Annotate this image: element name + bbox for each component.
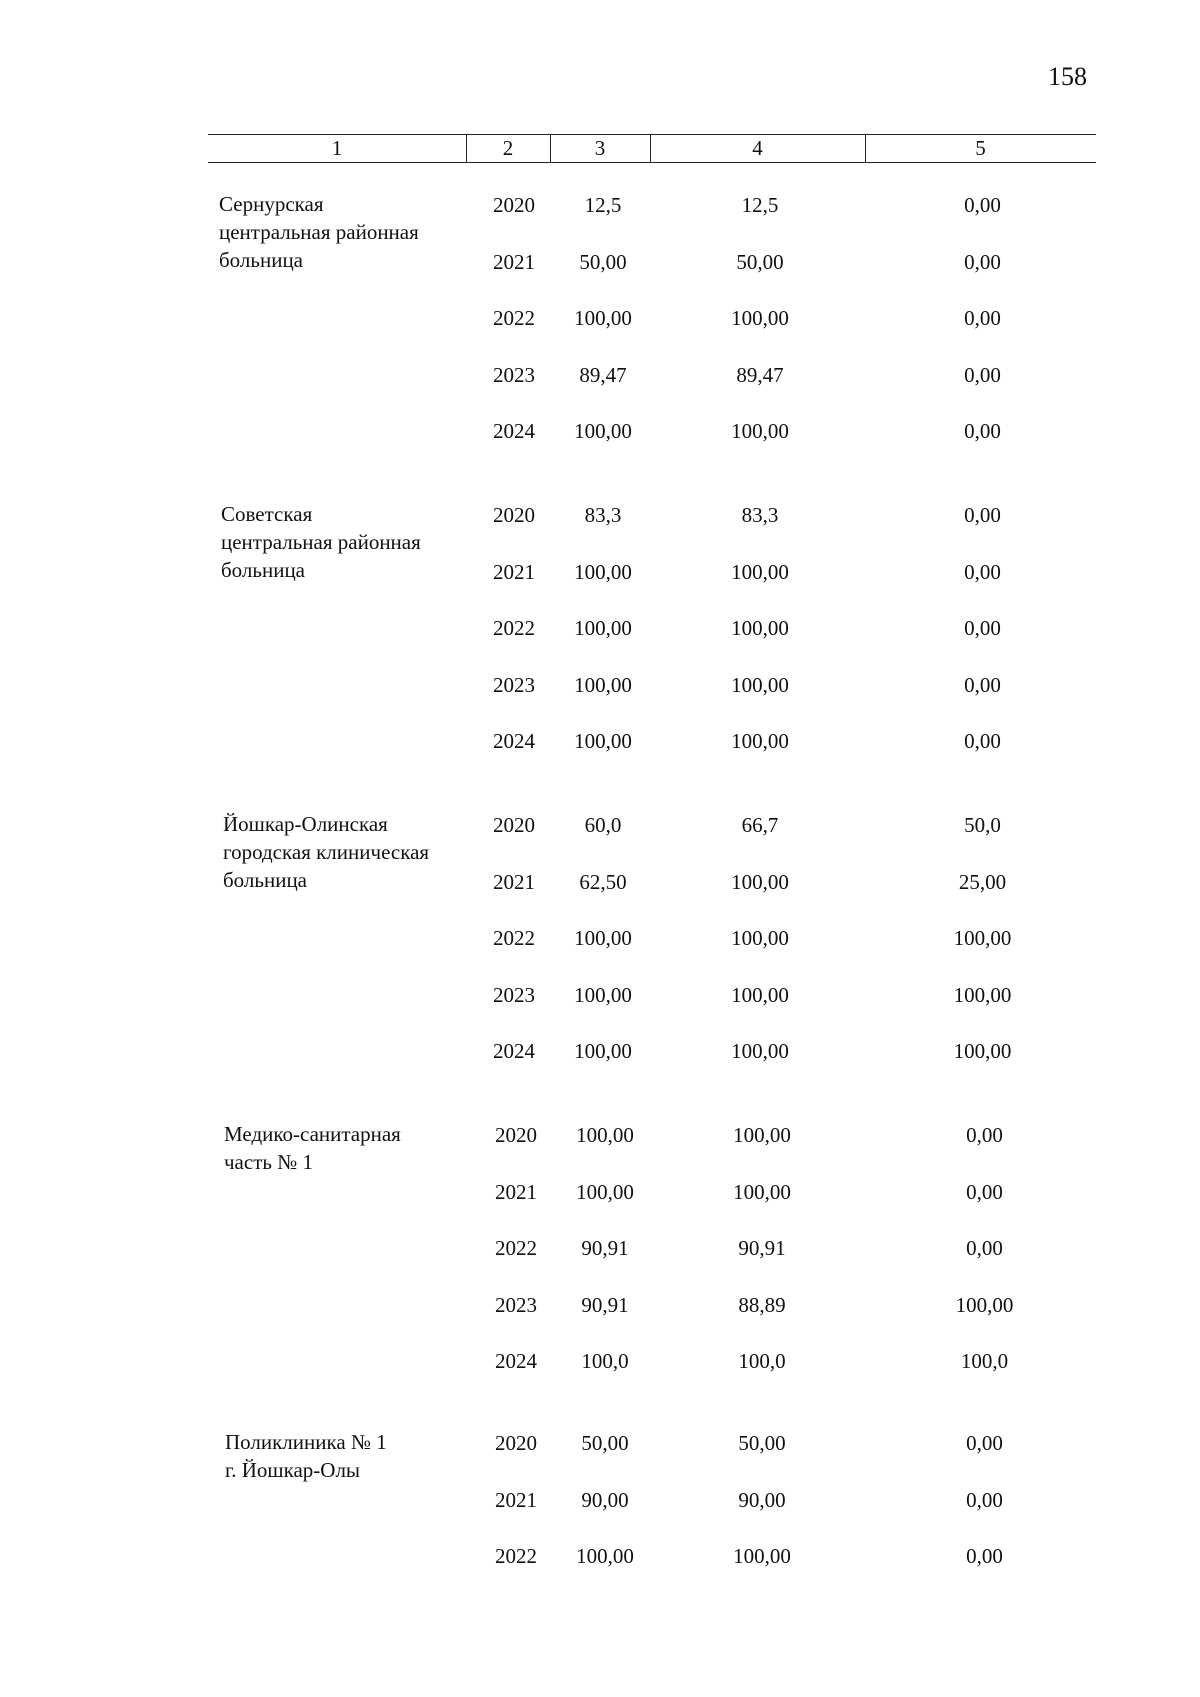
cell-col5: 0,00 bbox=[964, 559, 1001, 584]
cell-col5: 0,00 bbox=[966, 1123, 1003, 1147]
cell-col3: 90,91 bbox=[581, 1292, 629, 1317]
cell-col4: 100,00 bbox=[733, 1179, 791, 1204]
cell-col5: 0,00 bbox=[966, 1431, 1003, 1455]
cell-year: 2022 bbox=[493, 926, 535, 950]
cell-col3: 100,00 bbox=[574, 419, 632, 443]
cell-year: 2020 bbox=[495, 1431, 537, 1455]
cell-col4: 89,47 bbox=[736, 362, 784, 387]
cell-col3: 100,00 bbox=[574, 926, 632, 950]
cell-col4: 100,00 bbox=[731, 1039, 789, 1063]
cell-col5: 50,0 bbox=[964, 813, 1001, 837]
cell-col4: 90,91 bbox=[738, 1236, 786, 1260]
cell-col5: 0,00 bbox=[964, 306, 1001, 330]
cell-col5: 0,00 bbox=[966, 1179, 1003, 1204]
cell-col3: 100,0 bbox=[581, 1349, 629, 1373]
cell-col5: 0,00 bbox=[964, 616, 1001, 640]
column-header-5: 5 bbox=[975, 136, 986, 160]
table-row bbox=[0, 557, 1200, 587]
table-row bbox=[0, 500, 1200, 530]
cell-col4: 83,3 bbox=[741, 503, 779, 527]
cell-col3: 100,00 bbox=[576, 1544, 634, 1568]
cell-col5: 0,00 bbox=[964, 193, 1001, 217]
cell-col3: 100,00 bbox=[576, 1123, 634, 1147]
cell-col4: 90,00 bbox=[738, 1487, 786, 1512]
cell-col3: 50,00 bbox=[581, 1431, 629, 1455]
cell-col3: 50,00 bbox=[579, 249, 627, 274]
cell-col5: 0,00 bbox=[964, 419, 1001, 443]
table-row bbox=[0, 1485, 1200, 1515]
cell-col3: 60,0 bbox=[584, 813, 622, 837]
cell-year: 2022 bbox=[493, 616, 535, 640]
cell-col5: 0,00 bbox=[964, 672, 1001, 697]
table-row bbox=[0, 360, 1200, 390]
column-header-1: 1 bbox=[331, 136, 343, 160]
table-row bbox=[0, 303, 1200, 333]
institution-name: Сернурская центральная районная больница bbox=[219, 192, 419, 272]
table-row bbox=[0, 613, 1200, 643]
table-row bbox=[0, 726, 1200, 756]
cell-year: 2024 bbox=[493, 1039, 535, 1063]
table-row bbox=[0, 1541, 1200, 1571]
table-row bbox=[0, 1120, 1200, 1150]
cell-col4: 100,00 bbox=[733, 1123, 791, 1147]
cell-col4: 100,00 bbox=[731, 869, 789, 894]
cell-col3: 89,47 bbox=[579, 362, 627, 387]
cell-col4: 100,0 bbox=[738, 1349, 786, 1373]
cell-col5: 25,00 bbox=[958, 869, 1007, 894]
cell-year: 2020 bbox=[493, 193, 535, 217]
table-header-top-rule bbox=[208, 134, 1096, 135]
institution-name: Медико-санитарная часть № 1 bbox=[224, 1122, 401, 1174]
table-row bbox=[0, 810, 1200, 840]
cell-col3: 90,00 bbox=[581, 1487, 629, 1512]
cell-col4: 100,00 bbox=[731, 419, 789, 443]
cell-col5: 0,00 bbox=[964, 503, 1001, 527]
table-row bbox=[0, 980, 1200, 1010]
cell-col3: 100,00 bbox=[574, 672, 632, 697]
cell-col5: 0,00 bbox=[964, 729, 1001, 753]
table-row bbox=[0, 1177, 1200, 1207]
cell-col3: 100,00 bbox=[574, 982, 632, 1007]
institution-name: Советская центральная районная больница bbox=[221, 502, 421, 582]
cell-col3: 100,00 bbox=[574, 729, 632, 753]
cell-col5: 0,00 bbox=[966, 1236, 1003, 1260]
cell-col4: 88,89 bbox=[738, 1292, 786, 1317]
cell-col3: 100,00 bbox=[574, 306, 632, 330]
cell-col5: 100,00 bbox=[953, 926, 1012, 950]
cell-col4: 100,00 bbox=[731, 306, 789, 330]
cell-col4: 50,00 bbox=[736, 249, 784, 274]
cell-year: 2023 bbox=[495, 1292, 537, 1317]
cell-col3: 100,00 bbox=[574, 616, 632, 640]
cell-col4: 100,00 bbox=[731, 616, 789, 640]
cell-col3: 62,50 bbox=[579, 869, 627, 894]
cell-year: 2022 bbox=[495, 1236, 537, 1260]
cell-col5: 100,00 bbox=[953, 982, 1012, 1007]
institution-name: Йошкар-Олинская городская клиническая больница bbox=[223, 812, 430, 892]
cell-year: 2022 bbox=[495, 1544, 537, 1568]
table-row bbox=[0, 416, 1200, 446]
cell-col4: 100,00 bbox=[731, 729, 789, 753]
cell-year: 2024 bbox=[495, 1349, 537, 1373]
cell-year: 2021 bbox=[493, 869, 535, 894]
cell-col3: 100,00 bbox=[574, 1039, 632, 1063]
institution-name: Поликлиника № 1 г. Йошкар-Олы bbox=[225, 1430, 387, 1482]
cell-col3: 90,91 bbox=[581, 1236, 629, 1260]
cell-col4: 100,00 bbox=[733, 1544, 791, 1568]
cell-col4: 100,00 bbox=[731, 982, 789, 1007]
cell-col4: 66,7 bbox=[741, 813, 779, 837]
cell-col5: 0,00 bbox=[964, 249, 1001, 274]
cell-year: 2021 bbox=[495, 1179, 537, 1204]
table-row bbox=[0, 923, 1200, 953]
cell-col5: 100,0 bbox=[960, 1349, 1009, 1373]
cell-year: 2024 bbox=[493, 419, 535, 443]
cell-col3: 12,5 bbox=[584, 193, 622, 217]
cell-year: 2020 bbox=[493, 503, 535, 527]
cell-year: 2024 bbox=[493, 729, 535, 753]
cell-year: 2023 bbox=[493, 672, 535, 697]
table-row bbox=[0, 670, 1200, 700]
cell-col4: 12,5 bbox=[741, 193, 779, 217]
table-header-bottom-rule bbox=[208, 162, 1096, 163]
cell-year: 2021 bbox=[493, 249, 535, 274]
cell-col5: 0,00 bbox=[966, 1487, 1003, 1512]
column-header-4: 4 bbox=[752, 136, 763, 160]
cell-col4: 100,00 bbox=[731, 559, 789, 584]
cell-col4: 100,00 bbox=[731, 926, 789, 950]
cell-col4: 50,00 bbox=[738, 1431, 786, 1455]
cell-col5: 0,00 bbox=[966, 1544, 1003, 1568]
table-row bbox=[0, 190, 1200, 220]
cell-col5: 100,00 bbox=[955, 1292, 1014, 1317]
table-row bbox=[0, 1428, 1200, 1458]
cell-year: 2021 bbox=[493, 559, 535, 584]
table-row bbox=[0, 1036, 1200, 1066]
cell-year: 2022 bbox=[493, 306, 535, 330]
table-row bbox=[0, 247, 1200, 277]
cell-year: 2020 bbox=[493, 813, 535, 837]
cell-col5: 100,00 bbox=[953, 1039, 1012, 1063]
cell-col3: 83,3 bbox=[584, 503, 622, 527]
column-header-3: 3 bbox=[594, 136, 606, 160]
cell-year: 2023 bbox=[493, 362, 535, 387]
table-row bbox=[0, 1290, 1200, 1320]
cell-year: 2023 bbox=[493, 982, 535, 1007]
cell-year: 2020 bbox=[495, 1123, 537, 1147]
column-header-2: 2 bbox=[502, 136, 514, 160]
page-number: 158 bbox=[1048, 62, 1087, 91]
table-row bbox=[0, 867, 1200, 897]
cell-col4: 100,00 bbox=[731, 672, 789, 697]
cell-col3: 100,00 bbox=[574, 559, 632, 584]
table-row bbox=[0, 1346, 1200, 1376]
cell-col3: 100,00 bbox=[576, 1179, 634, 1204]
cell-col5: 0,00 bbox=[964, 362, 1001, 387]
cell-year: 2021 bbox=[495, 1487, 537, 1512]
table-row bbox=[0, 1233, 1200, 1263]
